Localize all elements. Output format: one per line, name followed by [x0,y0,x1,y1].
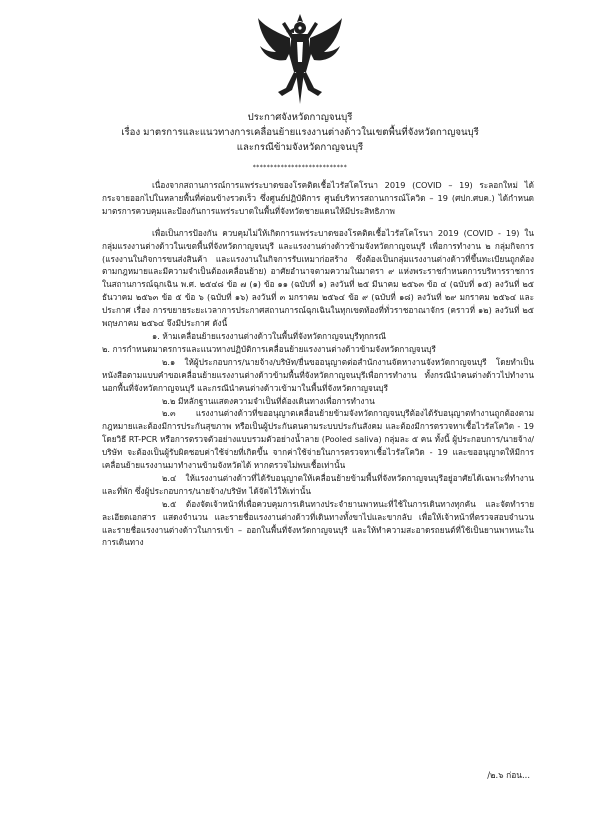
subject-line-1: เรื่อง มาตรการและแนวทางการเคลื่อนย้ายแรงงานต่างด้าวในเขตพื้นที่จังหวัดกาญจนบุรี [121,127,479,138]
document-body [102,179,534,549]
authority-title: ประกาศจังหวัดกาญจนบุรี [247,112,353,123]
item-2-4: ๒.๔ ให้แรงงานต่างด้าวที่ได้รับอนุญาตให้เคลื่อนย้ายข้ามพื้นที่จังหวัดกาญจนบุรีอยู่อาศัยได้เฉพาะที่ทำงานและที่พัก ซึ่งผู้ประกอบการ/นายจ้าง/บริษัท ได้จัดไว้ให้เท่านั้น [102,472,534,496]
item-2-2: ๒.๒ มีหลักฐานแสดงความจำเป็นที่ต้องเดินทางเพื่อการทำงาน [162,395,375,406]
purpose-paragraph: เพื่อเป็นการป้องกัน ควบคุมไม่ให้เกิดการแพร่ระบาดของโรคติดเชื้อไวรัสโคโรนา 2019 (COVID - 19) ในกลุ่มแรงงานต่างด้าวในเขตพื้นที่จังหวัดกาญจนบุรี และแรงงานต่างด้าวข้ามจังหวัดกาญจนบุรี เพื่อการทำงาน ๒ กลุ่มกิจการ (แรงงานในกิจการขนส่งสินค้า และแรงงานในกิจการรับเหมาก่อสร้าง ซึ่งต้องเป็นกลุ่มแรงงานต่างด้าวที่ขึ้นทะเบียนถูกต้องตามกฎหมายและมีความจำเป็นต้องเคลื่อนย้าย) อาศัยอำนาจตามความในมาตรา ๙ แห่งพระราชกำหนดการบริหารราชการในสถานการณ์ฉุกเฉิน พ.ศ. ๒๕๔๘ ข้อ ๗ (๑) ข้อ ๑๑ (ฉบับที่ ๑) ลงวันที่ ๒๕ มีนาคม ๒๕๖๓ ข้อ ๔ (ฉบับที่ ๑๕) ลงวันที่ ๒๕ ธันวาคม ๒๕๖๓ ข้อ ๕ ข้อ ๖ (ฉบับที่ ๑๖) ลงวันที่ ๓ มกราคม ๒๕๖๔ ข้อ ๙ (ฉบับที่ ๑๘) ลงวันที่ ๒๙ มกราคม ๒๕๖๔ และประกาศ เรื่อง การขยายระยะเวลาการประกาศสถานการณ์ฉุกเฉินในทุกเขตท้องที่ทั่วราชอาณาจักร (คราวที่ ๑๒) ลงวันที่ ๒๕ พฤษภาคม ๒๕๖๔ จึงมีประกาศ ดังนี้ [102,227,534,329]
intro-paragraph: เนื่องจากสถานการณ์การแพร่ระบาดของโรคติดเชื้อไวรัสโคโรนา 2019 (COVID – 19) ระลอกใหม่ ได้กระจายออกไปในหลายพื้นที่ค่อนข้างรวดเร็ว ซึ่งศูนย์ปฏิบัติการ ศูนย์บริหารสถานการณ์โควิด – 19 (ศปก.ศบค.) ได้กำหนดมาตรการควบคุมและป้องกันการแพร่ระบาดในพื้นที่จังหวัดชายแดนให้มีประสิทธิภาพ [102,180,534,216]
separator-line: *************************** [252,164,348,171]
item-2-5: ๒.๕ ต้องจัดเจ้าหน้าที่เพื่อควบคุมการเดินทางประจำยานพาหนะที่ใช้ในการเดินทางทุกคัน และจัดทำรายละเอียดเอกสาร แสดงจำนวน และรายชื่อแรงงานต่างด้าวที่เดินทางทั้งขาไปและขากลับ เพื่อให้เจ้าหน้าที่ตรวจสอบจำนวนและรายชื่อแรงงานต่างด้าวในการเข้า – ออกในพื้นที่จังหวัดกาญจนบุรี และให้ทำความสะอาดรถยนต์ที่ใช้เป็นยานพาหนะในการเดินทาง [102,498,534,548]
next-page-marker: /๒.๖ ก่อน... [487,770,530,780]
garuda-emblem-icon [256,12,344,108]
item-2: ๒. การกำหนดมาตรการและแนวทางปฏิบัติการเคลื่อนย้ายแรงงานต่างด้าวข้ามจังหวัดกาญจนบุรี [102,343,436,354]
item-1: ๑. ห้ามเคลื่อนย้ายแรงงานต่างด้าวในพื้นที่จังหวัดกาญจนบุรีทุกกรณี [152,330,386,341]
item-2-3: ๒.๓ แรงงานต่างด้าวที่ขออนุญาตเคลื่อนย้ายข้ามจังหวัดกาญจนบุรีต้องได้รับอนุญาตทำงานถูกต้องตามกฎหมายและต้องมีการประกันสุขภาพ หรือเป็นผู้ประกันตนตามระบบประกันสังคม และต้องมีการตรวจหาเชื้อไวรัสโควิด - 19 โดยวิธี RT-PCR หรือการตรวจตัวอย่างแบบรวมตัวอย่างน้ำลาย (Pooled saliva) กลุ่มละ ๕ คน ทั้งนี้ ผู้ประกอบการ/นายจ้าง/บริษัท จะต้องเป็นผู้รับผิดชอบค่าใช้จ่ายที่เกิดขึ้น จากค่าใช้จ่ายในการตรวจหาเชื้อไวรัสโควิด - 19 และขออนุญาตให้มีการเคลื่อนย้ายแรงงานมาทำงานข้ามจังหวัดได้ หากตรวจไม่พบเชื้อเท่านั้น [102,408,534,471]
subject-line-2: และกรณีข้ามจังหวัดกาญจนบุรี [236,142,364,153]
item-2-1: ๒.๑ ให้ผู้ประกอบการ/นายจ้าง/บริษัท/ยื่นขออนุญาตต่อสำนักงานจัดหางานจังหวัดกาญจนบุรี โดยทำเป็นหนังสือตามแบบคำขอเคลื่อนย้ายแรงงานต่างด้าวข้ามพื้นที่จังหวัดกาญจนบุรีเพื่อการทำงาน ทั้งกรณีนำคนต่างด้าวไปทำงานนอกพื้นที่จังหวัดกาญจนบุรี และกรณีนำคนต่างด้าวเข้ามาในพื้นที่จังหวัดกาญจนบุรี [102,356,534,393]
